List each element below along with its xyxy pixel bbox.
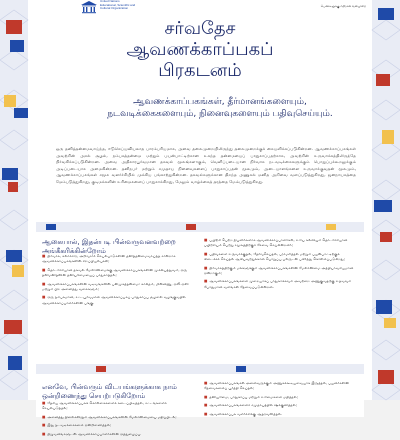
list-item: [204, 238, 356, 249]
bullet-icon: ■: [204, 403, 208, 408]
list-item: [42, 295, 192, 306]
subtitle: [80, 96, 360, 120]
commitment-left-column: [42, 401, 192, 440]
top-right-note: பெண்களுக்கு எதிரான வன்முறை: [320, 4, 366, 8]
bullet-icon: ■: [204, 381, 208, 385]
title-line-3: பிரகடனம்: [158, 60, 242, 81]
list-item: [42, 415, 192, 420]
bullet-icon: ■: [42, 267, 46, 272]
list-item-text: தொடர்ச்சியான தகவல் மேலாண்மைக்கு ஆவணக்காப்பகங்களின் முக்கியத்துவம், ஒரு தனிமனிதனின் தனியுரிமையைப் பாதுகாத்தல்;: [42, 267, 187, 278]
recognition-right-column: [204, 238, 356, 293]
list-item-text: அனைத்து நிலைகளிலும் ஆவணக்காப்பகங்களின் மேலாண்மையை மதிப்பிடல்;: [47, 414, 177, 419]
pattern-divider-2: [36, 364, 364, 374]
list-item-text: ஆவணக்காப்பக வளர்ச்சிக்கு ஆதரவளித்தல்.: [209, 411, 283, 416]
bullet-icon: ■: [204, 394, 208, 399]
list-item-text: தேசிய ஆவணக்காப்பகக் கொள்கைகளைக் கடைப்பிடித்தல், சட்டங்களைச் செயல்படுத்தல்;: [42, 401, 167, 411]
list-item-text: நிறுவனங்களுடன் ஆவணக்காப்பாளர்களின் ஒத்துழைப்பு.: [47, 431, 142, 436]
bullet-icon: ■: [42, 295, 46, 300]
bullet-icon: ■: [42, 414, 46, 419]
list-item-text: தனியுரிமை, பாதுகாப்பு மற்றும் உரிமைகளை மதித்தல்;: [209, 394, 298, 399]
bullet-icon: ■: [204, 411, 208, 416]
list-item: [204, 403, 356, 408]
commitment-right-column: [204, 381, 356, 420]
list-item: [204, 266, 356, 277]
list-item-text: ஒரு நம்பகமான, சட்டபூர்வமான ஆவணக்காப்பகப் பாதுகாப்பு சூழலை வழங்குவதில் ஆவணக்காப்பாளர்களின் பங்கு.: [42, 295, 186, 305]
recognition-left-column: [42, 254, 192, 309]
list-item: [204, 381, 356, 392]
list-item: [42, 432, 192, 437]
list-item: [42, 254, 192, 265]
list-item-text: ஆவணக்காப்பகங்களைச் சமுதாயத்தில் ஊக்குவித்தல்;: [209, 403, 297, 408]
list-item-text: இது நடவடிக்கைகளை ஒன்றிணைத்தல்;: [47, 423, 112, 428]
bullet-icon: ■: [42, 281, 46, 286]
list-item-text: பதிவுகளை உருவாக்குதல், தேர்வுசெய்தல், பராமரித்தல் மற்றும் பயன்பாட்டிற்குக் கிடைக்கச் செய்தல் ஆகியவற்றுக்கான பொறுப்பு பலருடன் பகிர்ந்து கொள்ளப்படுகிறது;: [204, 251, 345, 262]
commitment-section: [36, 377, 364, 436]
bullet-icon: ■: [42, 401, 46, 405]
list-item: [42, 268, 192, 279]
list-item: [42, 401, 192, 412]
recognition-section: [36, 232, 364, 362]
list-item-text: நிர்வாகத்திற்கும் மக்களுக்கும் ஆவணக்காப்பகங்களின் மேலாண்மை அத்தியாவசியமான ஒன்றாகும்;: [204, 265, 354, 276]
temple-logo-icon: [80, 0, 98, 14]
header: [28, 0, 372, 18]
org-name-line-1: United Nations: [100, 0, 120, 3]
list-item-text: ஆவணக்காப்பகங்களை முறையாகப் பாதுகாக்கவும் அவற்றை அணுகுவதற்கு உதவவும் போதுமான வளங்கள் தேவைப்படுகின்றன.: [204, 279, 352, 289]
intro-paragraph: ஒரு தனித்தன்மைவாய்ந்த, ஈடுசெய்யவியலாத பாரம்பரியமாக, அவை தலைமுறையிலிருந்து தலைமுறைக்குக் கையளிக்கப்படுகின்றன. ஆவணக்காப்பகங்கள் அவற்றின் அசல் சூழல், நம்பகத்தன்மை மற்றும் பயன்பாட்டிற்கான உகந்த தன்மையைப் பாதுகாப்பதற்காக, அவற்றின் உருவாக்கத்திலிருந்தே நிர்வகிக்கப்படுகின்றன. அவை அதிகாரபூர்வமான தகவல் மூலங்களாகும், வெளிப்படையான நிர்வாக நடவடிக்கைகளுக்கும் பொறுப்புக்கூறலுக்கும் அடிப்படையாக அமைகின்றன. தனிநபர் மற்றும் சமுதாய நினைவுகளைப் பாதுகாப்பதன் மூலமும், அடையாளங்களை உருவாக்குவதன் மூலமும், ஆவணக்காப்பகங்கள் சமூக வளர்ச்சியில் முக்கிய பங்காற்றுகின்றன. தகவல்களுக்கான திறந்த அணுகல் மனித அறிவை வளப்படுத்துகிறது, ஜனநாயகத்தை மேம்படுத்துகிறது, குடிமக்களின் உரிமைகளைப் பாதுகாக்கிறது, மேலும் வாழ்க்கைத் தரத்தை மேம்படுத்துகிறது.: [56, 146, 356, 184]
unesco-logo: [80, 0, 146, 16]
left-border-pattern: [0, 0, 28, 400]
left-geometric-border: [0, 0, 28, 400]
org-name-line-3: Cultural Organization: [100, 6, 129, 11]
recognition-heading: ஆகையால், இதன்படி பின்வருவனவற்றை அங்கீகரிக்கின்றோம்: [42, 238, 176, 255]
bullet-icon: ■: [42, 431, 46, 436]
list-item-text: பயிற்சி பெற்ற நிபுணர்களாக ஆவணக்காப்பாளர்கள், உரிய கல்வியும் தொடர்ச்சியான பயிற்சியும் பெற்று சமூகத்திற்குச் சேவை செய்கின்றனர்;: [204, 238, 348, 248]
list-item-text: ஆவணக்காப்பகங்களின் வடிவங்களின் பன்முகத்தன்மை: காகிதம், மின்னணு, ஒலி-ஒளி மற்றும் பிற அனைத்து வகைகளும்;: [42, 281, 189, 292]
bullet-icon: ■: [204, 251, 208, 256]
subtitle-line-1: ஆவணக்காப்பகங்கள், தீர்மானங்களையும்,: [133, 97, 307, 107]
right-geometric-border: [372, 0, 400, 400]
page-title: [40, 18, 360, 81]
list-item-text: ஆவணக்காப்பகங்கள் அனைவருக்கும் அணுகக்கூடியவையாக இருத்தல், பயனர்களின் தேவைகளைப் பூர்த்தி செய்தல்;: [204, 381, 350, 391]
list-item: [204, 395, 356, 400]
org-name: [100, 0, 135, 11]
subtitle-line-2: நடவடிக்கைகளையும், நினைவுகளையும் பதிவுசெய்யும்.: [107, 109, 333, 119]
list-item: [204, 279, 356, 290]
commitment-heading: எனவே, பின்வரும் விடயங்களுக்காக நாம் ஒன்றிணைந்து செயற்படுகிறோம்: [42, 383, 177, 400]
org-name-line-2: Educational, Scientific and: [100, 2, 136, 7]
list-item: [42, 423, 192, 428]
title-line-1: சர்வதேச: [164, 18, 236, 39]
list-item-text: நிர்வாக, கலாச்சார, அறிவுசார் செயல்பாடுகளின் தனித்தன்மைவாய்ந்த சான்றாக ஆவணக்காப்பகங்களின் சிறப்பியல்புகள்;: [42, 254, 176, 264]
list-item: [204, 252, 356, 263]
bullet-icon: ■: [204, 238, 208, 242]
pattern-divider-1: [36, 222, 364, 232]
list-item: [42, 282, 192, 293]
list-item: [204, 412, 356, 417]
bullet-icon: ■: [204, 279, 208, 284]
bullet-icon: ■: [204, 265, 208, 270]
bullet-icon: ■: [42, 423, 46, 428]
right-border-pattern: [372, 0, 400, 400]
bullet-icon: ■: [42, 254, 46, 258]
title-line-2: ஆவணக்காப்பகப்: [126, 39, 274, 60]
